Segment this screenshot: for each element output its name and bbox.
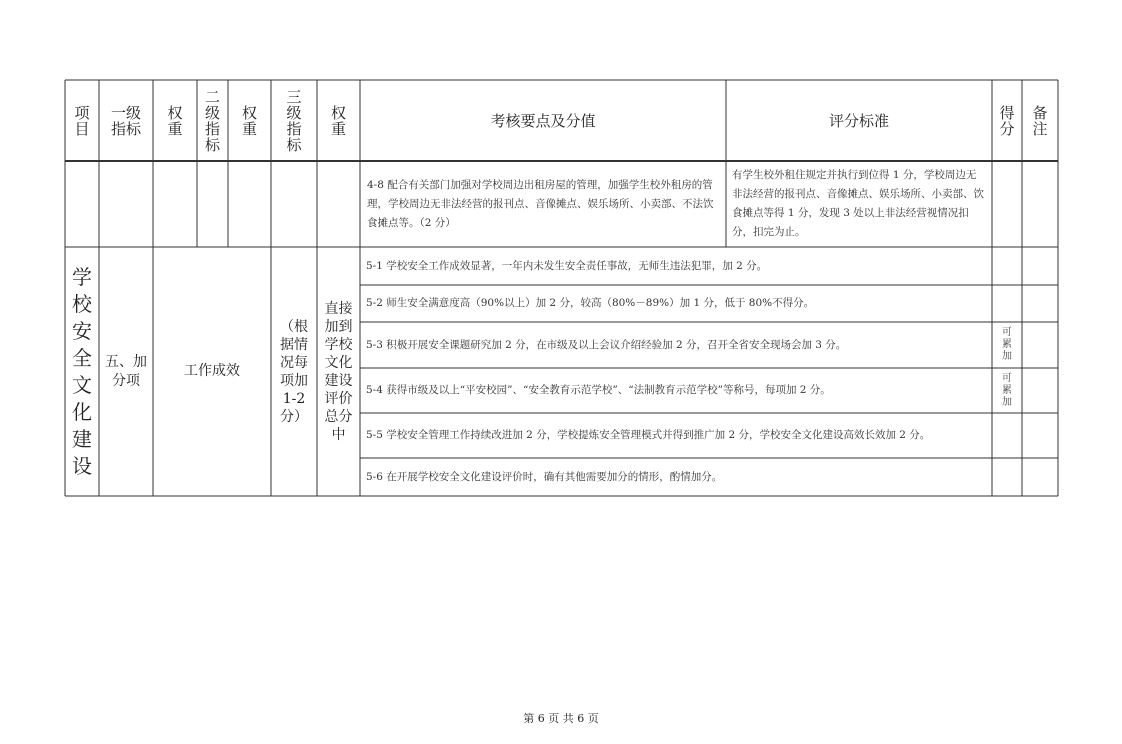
point-5-5: 5-5 学校安全管理工作持续改进加 2 分，学校提炼安全管理模式并得到推广加 2 分，学校安全文化建设高效长效加 2 分。 [366,429,931,441]
header-level3: 三 级 指 标 [286,87,302,154]
header-level1: 一级 指标 [110,103,141,138]
score-note-5-4: 可 累 加 [1002,372,1012,408]
point-5-6: 5-6 在开展学校安全文化建设评价时，确有其他需要加分的情形，酌情加分。 [366,470,723,483]
score-note-5-3: 可 累 加 [1002,327,1012,362]
header-criteria: 评分标准 [828,111,889,130]
point-5-1: 5-1 学校安全工作成效显著，一年内未发生安全责任事故，无师生违法犯罪，加 2 分。 [366,259,768,272]
point-5-2: 5-2 师生安全满意度高（90%以上）加 2 分，较高（80%－89%）加 1 分，低于 80%不得分。 [366,297,815,309]
criteria-4-8: 有学生校外租住规定并执行到位得 1 分，学校周边无非法经营的报刊点、音像摊点、娱乐场所、小卖部、饮食摊点等得 1 分，发现 3 处以上非法经营视情况扣分，扣完为止。 [732,169,984,238]
header-level2: 二 级 指 标 [204,87,220,154]
header-remarks: 备 注 [1032,103,1048,138]
section-weight3: 直接 加到 学校 文化 建设 评价 总分 中 [324,300,353,443]
header-score: 得 分 [999,103,1015,138]
point-4-8: 4-8 配合有关部门加强对学校周边出租房屋的管理，加强学生校外租房的管理，学校周边无非法经营的报刊点、音像摊点、娱乐场所、小卖部、不法饮食摊点等。（2 分） [367,178,714,229]
header-weight2: 权 重 [241,103,257,138]
header-weight3: 权 重 [330,103,346,138]
header-weight1: 权 重 [167,103,183,138]
header-key-points: 考核要点及分值 [490,111,596,130]
section-weight2: （根 据情 况每 项加 1-2 分） [280,318,308,425]
section-level1: 五、加 分项 [105,353,147,389]
point-5-3: 5-3 积极开展安全课题研究加 2 分，在市级及以上会议介绍经验加 2 分，召开全省安全现场会加 3 分。 [366,338,847,351]
section-level2: 工作成效 [184,363,240,379]
header-item: 项 目 [74,103,90,138]
section-item: 学 校 安 全 文 化 建 设 [72,264,92,478]
point-5-4: 5-4 获得市级及以上“平安校园”、“安全教育示范学校”、“法制教育示范学校”等称号，每项加 2 分。 [366,384,831,396]
page-footer: 第 6 页 共 6 页 [523,712,599,725]
